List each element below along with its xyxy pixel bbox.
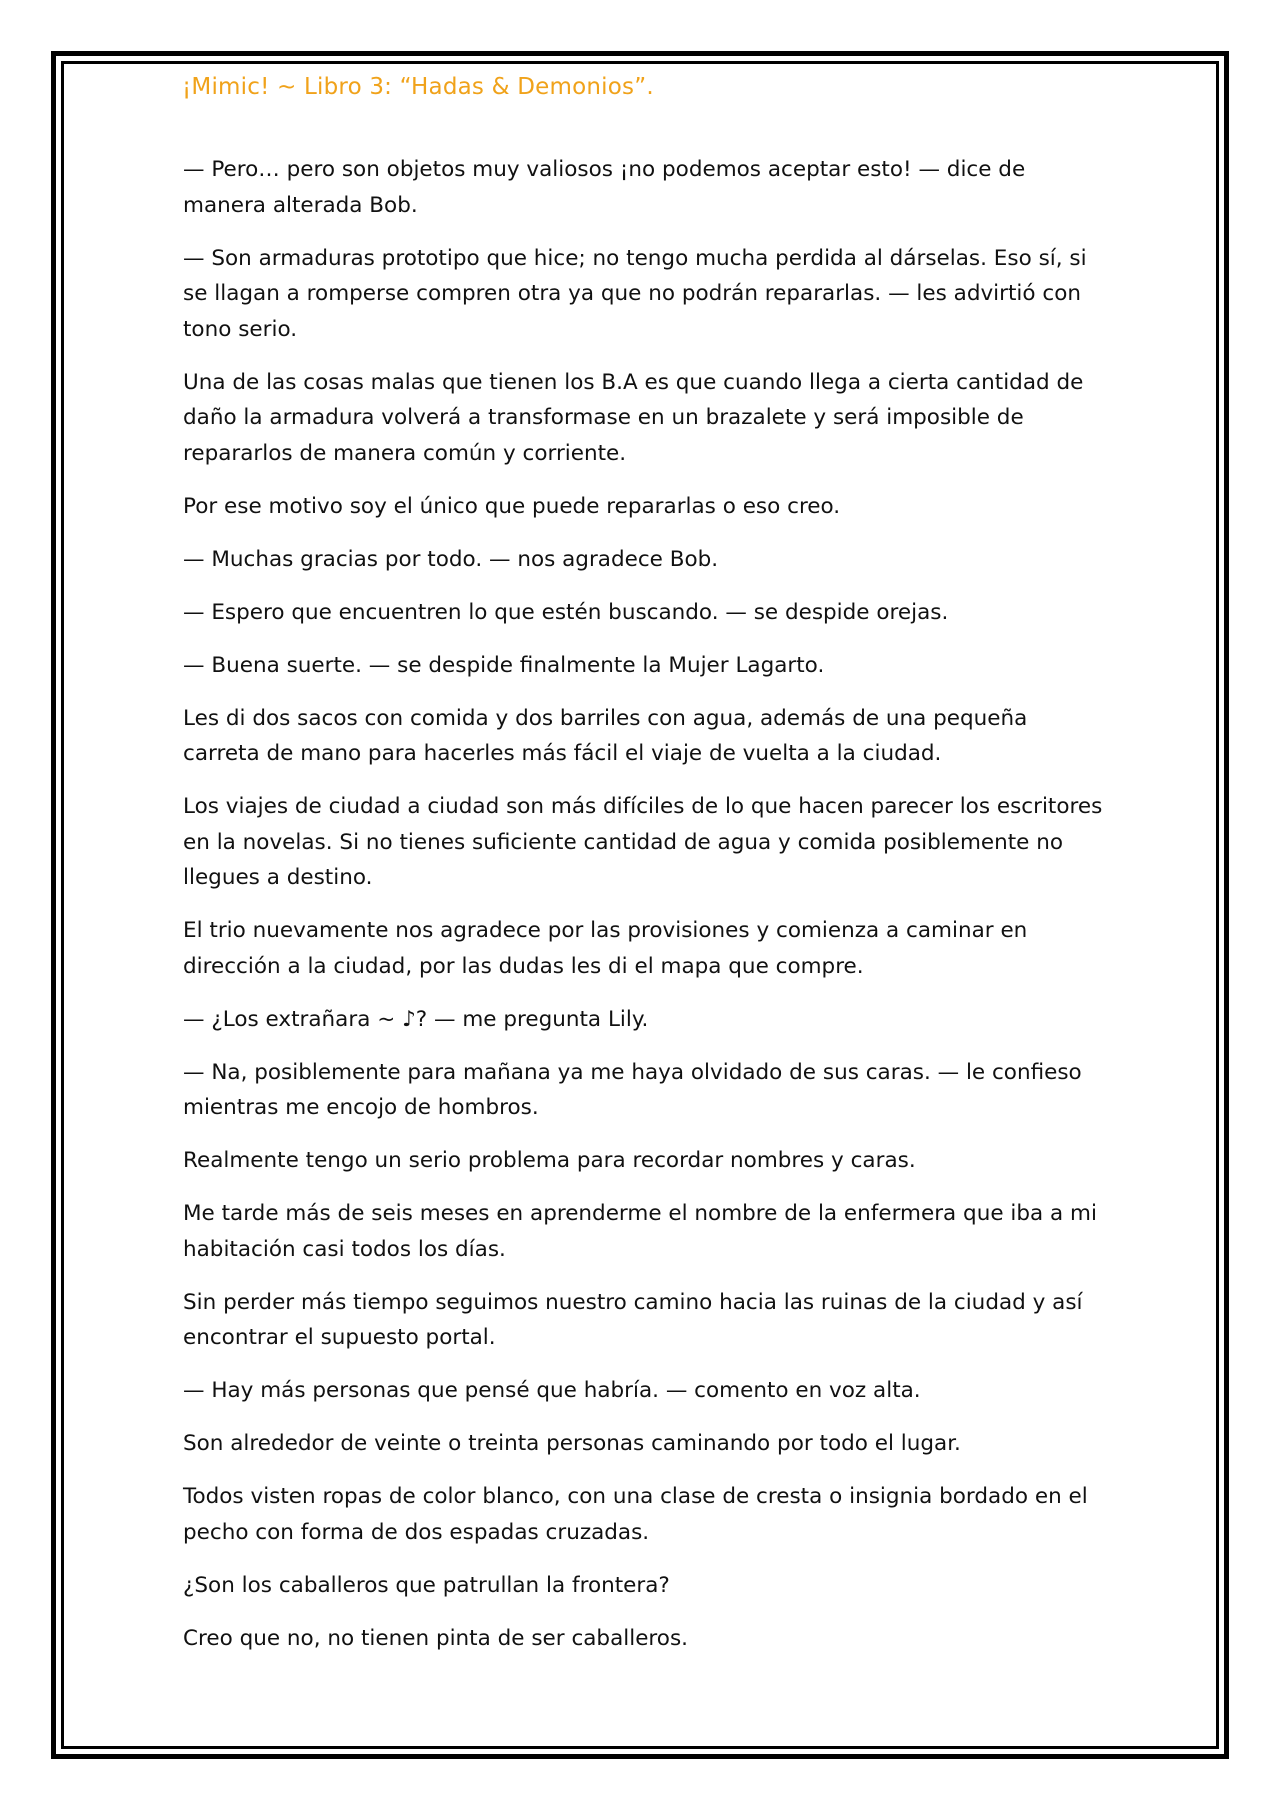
paragraph-3: Una de las cosas malas que tienen los B.A es que cuando llega a cierta cantidad de daño la armadura volverá a transformase en un brazalete y será imposible de repararlos de manera común y corriente. bbox=[183, 369, 1084, 466]
paragraph-8: Les di dos sacos con comida y dos barriles con agua, además de una pequeña carreta de mano para hacerles más fácil el viaje de vuelta a la ciudad. bbox=[183, 705, 1028, 766]
paragraph-19: ¿Son los caballeros que patrullan la frontera? bbox=[183, 1572, 670, 1598]
paragraph-15: Sin perder más tiempo seguimos nuestro camino hacia las ruinas de la ciudad y así encontrar el supuesto portal. bbox=[183, 1289, 1083, 1350]
paragraph-7: — Buena suerte. — se despide finalmente la Mujer Lagarto. bbox=[183, 652, 825, 678]
paragraph-18: Todos visten ropas de color blanco, con una clase de cresta o insignia bordado en el pecho con forma de dos espadas cruzadas. bbox=[183, 1484, 1088, 1545]
paragraph-10: El trio nuevamente nos agradece por las provisiones y comienza a caminar en dirección a la ciudad, por las dudas les di el mapa que compre. bbox=[183, 918, 1028, 979]
paragraph-16: — Hay más personas que pensé que habría. — comento en voz alta. bbox=[183, 1378, 921, 1403]
paragraph-17: Son alrededor de veinte o treinta personas caminando por todo el lugar. bbox=[183, 1431, 961, 1456]
paragraph-20: Creo que no, no tienen pinta de ser caballeros. bbox=[183, 1625, 688, 1651]
paragraph-4: Por ese motivo soy el único que puede repararlas o eso creo. bbox=[183, 493, 841, 519]
paragraph-1: — Pero… pero son objetos muy valiosos ¡no podemos aceptar esto! — dice de manera alterada Bob. bbox=[183, 157, 1026, 218]
paragraph-13: Realmente tengo un serio problema para recordar nombres y caras. bbox=[183, 1148, 916, 1173]
paragraph-9: Los viajes de ciudad a ciudad son más difíciles de lo que hacen parecer los escritores en la novelas. Si no tienes suficiente cantidad de agua y comida posiblemente no llegues a destino. bbox=[183, 794, 1103, 890]
paragraph-12: — Na, posiblemente para mañana ya me haya olvidado de sus caras. — le confieso mientras me encojo de hombros. bbox=[183, 1059, 1082, 1120]
paragraph-2: — Son armaduras prototipo que hice; no tengo mucha perdida al dárselas. Eso sí, si se llagan a romperse compren otra ya que no podrán repararlas. — les advirtió con tono serio. bbox=[183, 245, 1087, 342]
paragraph-5: — Muchas gracias por todo. — nos agradece Bob. bbox=[183, 546, 719, 572]
paragraph-6: — Espero que encuentren lo que estén buscando. — se despide orejas. bbox=[183, 599, 949, 625]
document-body bbox=[183, 152, 1103, 1674]
paragraph-11: — ¿Los extrañara ~ ♪? — me pregunta Lily. bbox=[183, 1006, 649, 1032]
paragraph-14: Me tarde más de seis meses en aprenderme el nombre de la enfermera que iba a mi habitación casi todos los días. bbox=[183, 1201, 1097, 1262]
running-header: ¡Mimic! ~ Libro 3: “Hadas & Demonios”. bbox=[182, 74, 654, 100]
